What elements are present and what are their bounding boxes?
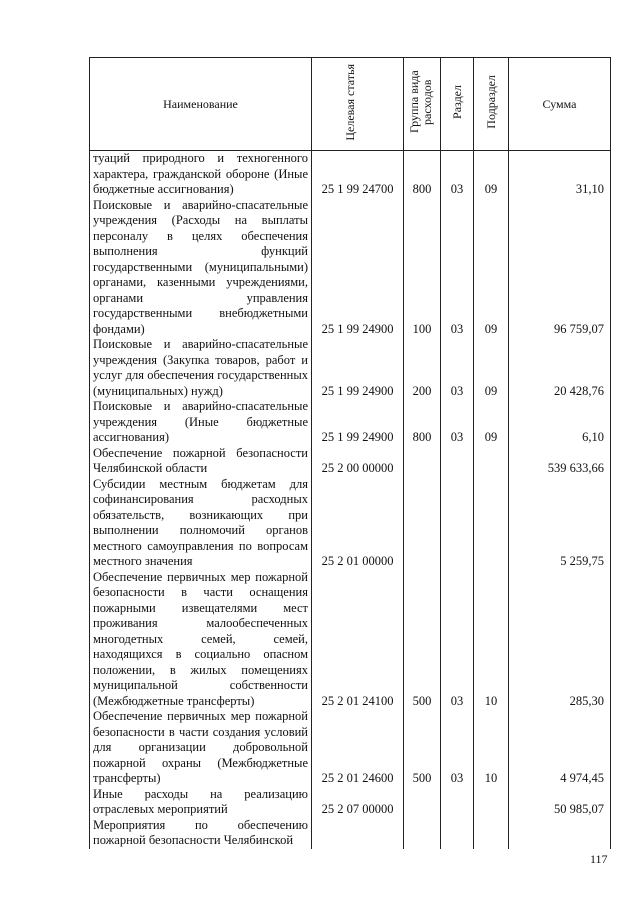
row-name: Поисковые и аварийно-спасательные учреждения (Иные бюджетные ассигнования) — [90, 399, 312, 446]
row-section: 03 — [441, 570, 474, 710]
page-number: 117 — [590, 852, 608, 866]
row-sub: 09 — [474, 151, 509, 198]
row-group: 100 — [404, 198, 441, 338]
row-name: Обеспечение пожарной безопасности Челябинской области — [90, 446, 312, 477]
row-sum: 285,30 — [509, 570, 611, 710]
table-row — [90, 570, 611, 710]
row-code: 25 2 01 00000 — [312, 477, 404, 570]
row-name: Поисковые и аварийно-спасательные учреждения (Расходы на выплаты персоналу в целях обеспечения выполнения функций государственными (муниципальными) органами, казенными учреждениями, органами управления государственными внебюджетными фондами) — [90, 198, 312, 338]
header-target: Целевая статья — [342, 63, 357, 141]
row-group — [404, 446, 441, 477]
row-sum: 539 633,66 — [509, 446, 611, 477]
row-section: 03 — [441, 709, 474, 787]
row-group — [404, 818, 441, 849]
row-sum: 31,10 — [509, 151, 611, 198]
row-sub: 09 — [474, 337, 509, 399]
row-section: 03 — [441, 198, 474, 338]
header-subsection: Подраздел — [483, 75, 498, 129]
table-row — [90, 151, 611, 198]
row-sub: 10 — [474, 570, 509, 710]
row-sum: 6,10 — [509, 399, 611, 446]
table-row — [90, 787, 611, 818]
row-code: 25 1 99 24700 — [312, 151, 404, 198]
budget-table — [89, 57, 611, 849]
row-group — [404, 477, 441, 570]
row-code — [312, 818, 404, 849]
row-sub: 10 — [474, 709, 509, 787]
header-target-cell — [312, 58, 404, 151]
row-code: 25 1 99 24900 — [312, 337, 404, 399]
table-header-row — [90, 58, 611, 151]
row-sum: 20 428,76 — [509, 337, 611, 399]
row-name: Поисковые и аварийно-спасательные учреждения (Закупка товаров, работ и услуг для обеспечения государственных (муниципальных) нужд) — [90, 337, 312, 399]
row-group: 800 — [404, 399, 441, 446]
row-group: 200 — [404, 337, 441, 399]
row-code: 25 2 07 00000 — [312, 787, 404, 818]
row-section — [441, 446, 474, 477]
row-sub — [474, 446, 509, 477]
row-name: туаций природного и техногенного характера, гражданской обороне (Иные бюджетные ассигнования) — [90, 151, 312, 198]
row-code: 25 1 99 24900 — [312, 399, 404, 446]
table-row — [90, 709, 611, 787]
row-group — [404, 787, 441, 818]
table-row — [90, 477, 611, 570]
header-subsection-cell — [474, 58, 509, 151]
row-name: Мероприятия по обеспечению пожарной безопасности Челябинской — [90, 818, 312, 849]
row-name: Обеспечение первичных мер пожарной безопасности в части создания условий для организации добровольной пожарной охраны (Межбюджетные трансферты) — [90, 709, 312, 787]
table-row — [90, 399, 611, 446]
row-code: 25 2 00 00000 — [312, 446, 404, 477]
table-row — [90, 337, 611, 399]
row-section: 03 — [441, 399, 474, 446]
row-section: 03 — [441, 151, 474, 198]
header-name: Наименование — [90, 58, 312, 151]
row-name: Субсидии местным бюджетам для софинансирования расходных обязательств, возникающих при выполнении полномочий органов местного самоуправления по вопросам местного значения — [90, 477, 312, 570]
row-sum: 50 985,07 — [509, 787, 611, 818]
header-section-cell — [441, 58, 474, 151]
row-name: Обеспечение первичных мер пожарной безопасности в части оснащения пожарными извещателями мест проживания малообеспеченных многодетных семей, семей, находящихся в социально опасном положении, в жилых помещениях муниципальной собственности (Межбюджетные трансферты) — [90, 570, 312, 710]
row-sub: 09 — [474, 198, 509, 338]
table-row — [90, 818, 611, 849]
header-group-cell — [404, 58, 441, 151]
table-row — [90, 198, 611, 338]
row-sub — [474, 787, 509, 818]
row-name: Иные расходы на реализацию отраслевых мероприятий — [90, 787, 312, 818]
row-sub — [474, 818, 509, 849]
row-sum: 4 974,45 — [509, 709, 611, 787]
row-section — [441, 477, 474, 570]
table-row — [90, 446, 611, 477]
header-group: Группа вида расходов — [407, 70, 434, 134]
row-code: 25 2 01 24600 — [312, 709, 404, 787]
row-sum: 96 759,07 — [509, 198, 611, 338]
row-section — [441, 787, 474, 818]
row-sum — [509, 818, 611, 849]
header-section: Раздел — [449, 85, 464, 119]
row-section — [441, 818, 474, 849]
row-group: 500 — [404, 709, 441, 787]
row-sum: 5 259,75 — [509, 477, 611, 570]
row-group: 500 — [404, 570, 441, 710]
row-group: 800 — [404, 151, 441, 198]
budget-table-container — [89, 57, 610, 849]
header-sum: Сумма — [509, 58, 611, 151]
row-code: 25 1 99 24900 — [312, 198, 404, 338]
row-sub: 09 — [474, 399, 509, 446]
row-section: 03 — [441, 337, 474, 399]
row-sub — [474, 477, 509, 570]
row-code: 25 2 01 24100 — [312, 570, 404, 710]
